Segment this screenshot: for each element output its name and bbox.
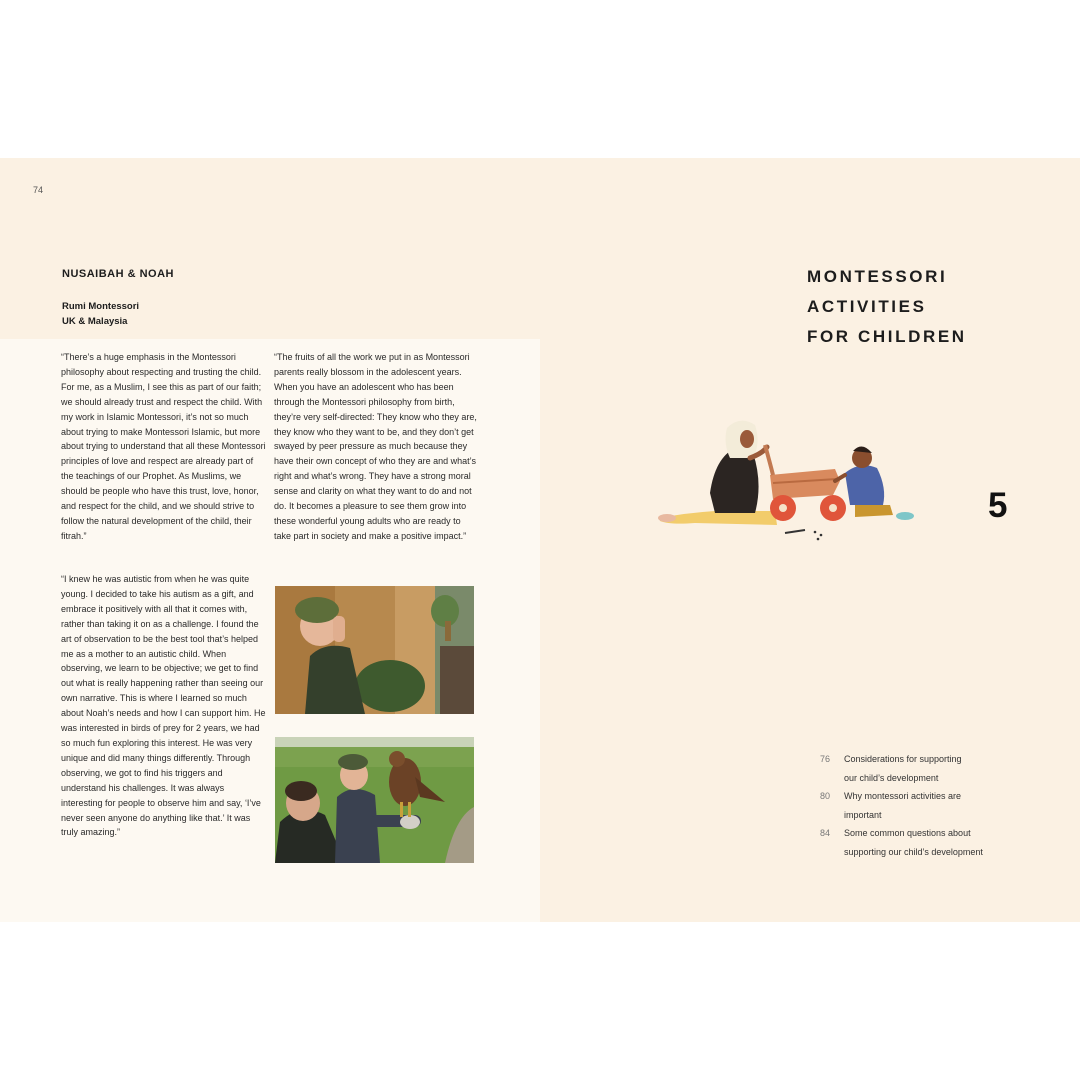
quote-adolescence: “The fruits of all the work we put in as Montessori parents really blossom in the adolescent years. When you have an adolescent who has been through the Montessori philosophy from birth, they’re very self-directed: They know who they are, they know who they want to be, and they don’t get swayed by peer pressure as much because they have their own concept of who they are and what’s right and what’s wrong. They have a strong moral sense and clarity on what they want to do and not do. It becomes a pleasure to see them grow into these wonderful young adults who are ready to take part in society and make a positive impact.” [274, 352, 477, 541]
org-name: Rumi Montessori [62, 301, 140, 312]
org-location: UK & Malaysia [62, 316, 128, 327]
toc-title-line: our child’s development [844, 772, 939, 783]
toc-title-line: Why montessori activities are [844, 791, 962, 801]
book-spread [0, 158, 1080, 922]
toc-entry [820, 787, 1014, 824]
toc-title [844, 824, 1014, 861]
photo-child-at-window [275, 586, 474, 714]
profile-name: NUSAIBAH & NOAH [62, 268, 174, 280]
page-number: 74 [33, 185, 44, 195]
photo-child-with-hawk [275, 737, 474, 863]
quote-respect: “There’s a huge emphasis in the Montessori philosophy about respecting and trusting the child. For me, as a Muslim, I see this as part of our faith; we should already trust and respect the child. With my work in Islamic Montessori, it’s not so much about trying to make Montessori Islamic, but more about trying to understand that all these Montessori principles of love and respect are already part of the teachings of our Prophet. As Muslims, we should be people who have this trust, love, honor, and respect for the child, and we should strive to follow the natural development of the child, their fitrah.” [61, 352, 266, 541]
toc-title-line: important [844, 809, 882, 820]
profile-org [62, 299, 139, 329]
chapter-title-line: MONTESSORI [807, 267, 948, 286]
toc-page: 80 [820, 791, 831, 801]
mother-child-cart-illustration [655, 413, 925, 548]
chapter-title-line: FOR CHILDREN [807, 327, 967, 346]
toc-entry [820, 750, 1014, 787]
toc-page: 84 [820, 828, 831, 838]
toc-page: 76 [820, 754, 831, 764]
chapter-number: 5 [988, 486, 1008, 525]
toc-entry [820, 824, 1014, 861]
chapter-title [807, 262, 967, 352]
chapter-contents [820, 750, 1014, 861]
chapter-title-line: ACTIVITIES [807, 297, 927, 316]
toc-title-line: supporting our child’s development [844, 846, 983, 857]
quote-autism: “I knew he was autistic from when he was quite young. I decided to take his autism as a gift, and embrace it positively with all that it comes with, rather than taking it on as a challenge. I found the art of observation to be the best tool that’s helped me as a mother to an autistic child. When observing, we learn to be objective; we get to find out what is really happening rather than seeing our own narrative. This is where I learned so much about Noah’s needs and how I can support him. He was interested in birds of prey for 2 years, we had so much fun exploring this interest. He was very unique and did many things differently. Through observing, we got to find his triggers and understand his challenges. It was always interesting for people to observe him and say, ‘I’ve never seen anyone do anything like that.’ It was truly amazing.” [61, 574, 266, 838]
toc-title [844, 750, 1014, 787]
toc-title [844, 787, 1014, 824]
toc-title-line: Some common questions about [844, 828, 971, 838]
toc-title-line: Considerations for supporting [844, 754, 962, 764]
